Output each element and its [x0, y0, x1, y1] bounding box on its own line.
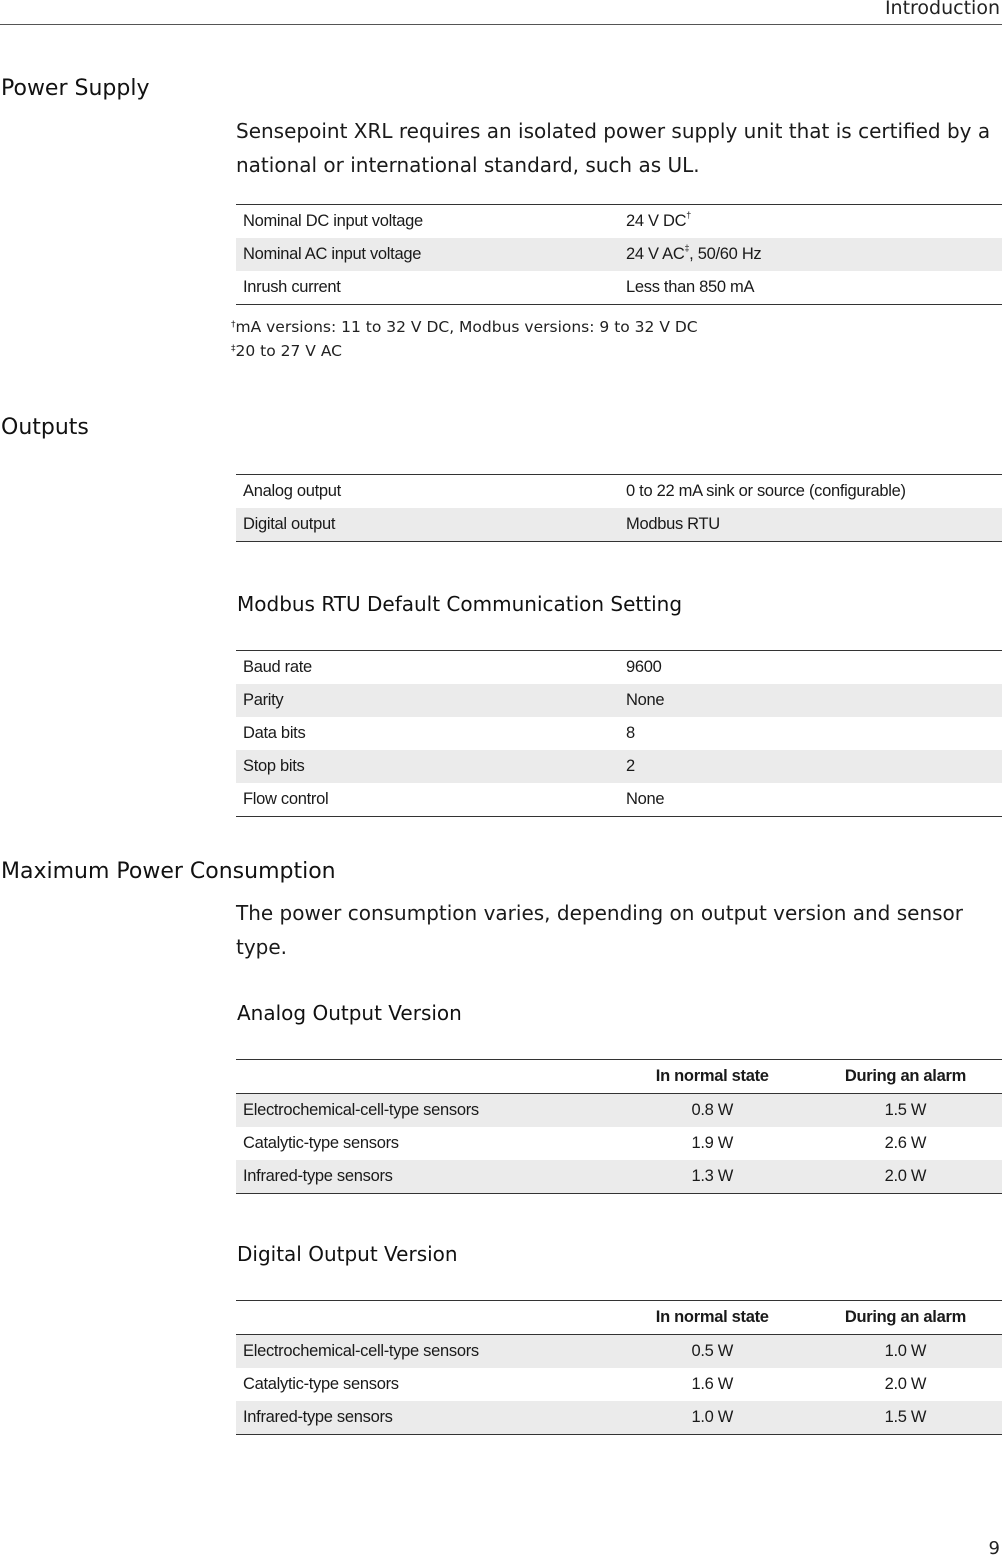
- row-value: 0 to 22 mA sink or source (configurable): [619, 475, 1002, 509]
- alarm-value: 2.0 W: [809, 1160, 1002, 1194]
- row-label: Data bits: [243, 724, 306, 742]
- table-row: [236, 1094, 1002, 1128]
- column-header-normal: In normal state: [616, 1301, 809, 1335]
- table-row: [236, 205, 1002, 239]
- column-header-normal: In normal state: [616, 1060, 809, 1094]
- row-label: Analog output: [236, 475, 619, 509]
- row-label: Catalytic-type sensors: [243, 1375, 399, 1393]
- row-value: None: [619, 783, 1002, 817]
- row-label: Electrochemical-cell-type sensors: [236, 1335, 616, 1369]
- row-value: 2: [619, 750, 1002, 783]
- row-label: Flow control: [236, 783, 619, 817]
- row-label: Stop bits: [236, 750, 619, 783]
- table-row: [236, 1160, 1002, 1194]
- row-label: Nominal DC input voltage: [236, 205, 619, 239]
- normal-value: 1.0 W: [616, 1401, 809, 1435]
- modbus-table: [236, 650, 1002, 817]
- column-header-blank: [236, 1301, 616, 1335]
- digital-version-heading: Digital Output Version: [237, 1242, 458, 1266]
- table-row: [236, 508, 1002, 542]
- normal-value: 1.6 W: [691, 1375, 734, 1393]
- row-label: Infrared-type sensors: [236, 1160, 616, 1194]
- alarm-value: 2.0 W: [884, 1375, 927, 1393]
- column-header-alarm: During an alarm: [809, 1060, 1002, 1094]
- row-label: Catalytic-type sensors: [243, 1134, 399, 1152]
- table-row: [236, 1335, 1002, 1369]
- max-power-heading: Maximum Power Consumption: [1, 859, 336, 884]
- table-row: [236, 750, 1002, 783]
- row-value: 9600: [619, 651, 1002, 685]
- row-label: Inrush current: [236, 271, 619, 305]
- modbus-heading: Modbus RTU Default Communication Setting: [237, 592, 683, 616]
- table-row: [236, 651, 1002, 685]
- outputs-table: [236, 474, 1002, 542]
- alarm-value: 1.5 W: [809, 1401, 1002, 1435]
- alarm-value: 1.0 W: [809, 1335, 1002, 1369]
- row-label: Electrochemical-cell-type sensors: [236, 1094, 616, 1128]
- normal-value: 0.8 W: [616, 1094, 809, 1128]
- table-row: [236, 1127, 1002, 1160]
- row-label: Nominal AC input voltage: [236, 238, 619, 271]
- table-row: [236, 717, 1002, 750]
- normal-value: 1.9 W: [691, 1134, 734, 1152]
- header-rule: [0, 24, 1002, 25]
- alarm-value: 1.5 W: [809, 1094, 1002, 1128]
- footnote: ‡20 to 27 V AC: [231, 342, 342, 360]
- analog-version-heading: Analog Output Version: [237, 1001, 462, 1025]
- table-row: [236, 271, 1002, 305]
- power-supply-paragraph: Sensepoint XRL requires an isolated power supply unit that is certified by a national or international standard, such as UL.: [236, 119, 991, 177]
- table-header-row: [236, 1301, 1002, 1335]
- row-value: 24 V DC†: [619, 205, 1002, 239]
- row-value: Modbus RTU: [619, 508, 1002, 542]
- outputs-heading: Outputs: [1, 415, 89, 440]
- row-label: Parity: [236, 684, 619, 717]
- row-label: Baud rate: [236, 651, 619, 685]
- power-supply-table: [236, 204, 1002, 305]
- power-supply-heading: Power Supply: [1, 76, 150, 101]
- max-power-paragraph: The power consumption varies, depending on output version and sensor type.: [236, 901, 964, 959]
- running-head: Introduction: [884, 0, 1000, 19]
- alarm-value: 2.6 W: [884, 1134, 927, 1152]
- footnote-mark: †: [686, 210, 691, 220]
- column-header-blank: [236, 1060, 616, 1094]
- column-header-alarm: During an alarm: [809, 1301, 1002, 1335]
- row-value: 8: [626, 724, 635, 742]
- row-value: Less than 850 mA: [619, 271, 1002, 305]
- table-row: [236, 1401, 1002, 1435]
- table-row: [236, 783, 1002, 817]
- table-row: [236, 238, 1002, 271]
- footnotes: [231, 315, 698, 363]
- digital-power-table: [236, 1300, 1002, 1435]
- row-value: 24 V AC‡, 50/60 Hz: [619, 238, 1002, 271]
- normal-value: 1.3 W: [616, 1160, 809, 1194]
- row-label: Infrared-type sensors: [236, 1401, 616, 1435]
- footnote-mark: ‡: [684, 243, 690, 253]
- page-number: 9: [988, 1538, 1000, 1559]
- footnote: †mA versions: 11 to 32 V DC, Modbus versions: 9 to 32 V DC: [231, 318, 698, 336]
- table-row: [236, 1368, 1002, 1401]
- normal-value: 0.5 W: [616, 1335, 809, 1369]
- analog-power-table: [236, 1059, 1002, 1194]
- row-label: Digital output: [236, 508, 619, 542]
- row-value: None: [619, 684, 1002, 717]
- table-row: [236, 684, 1002, 717]
- table-row: [236, 475, 1002, 509]
- table-header-row: [236, 1060, 1002, 1094]
